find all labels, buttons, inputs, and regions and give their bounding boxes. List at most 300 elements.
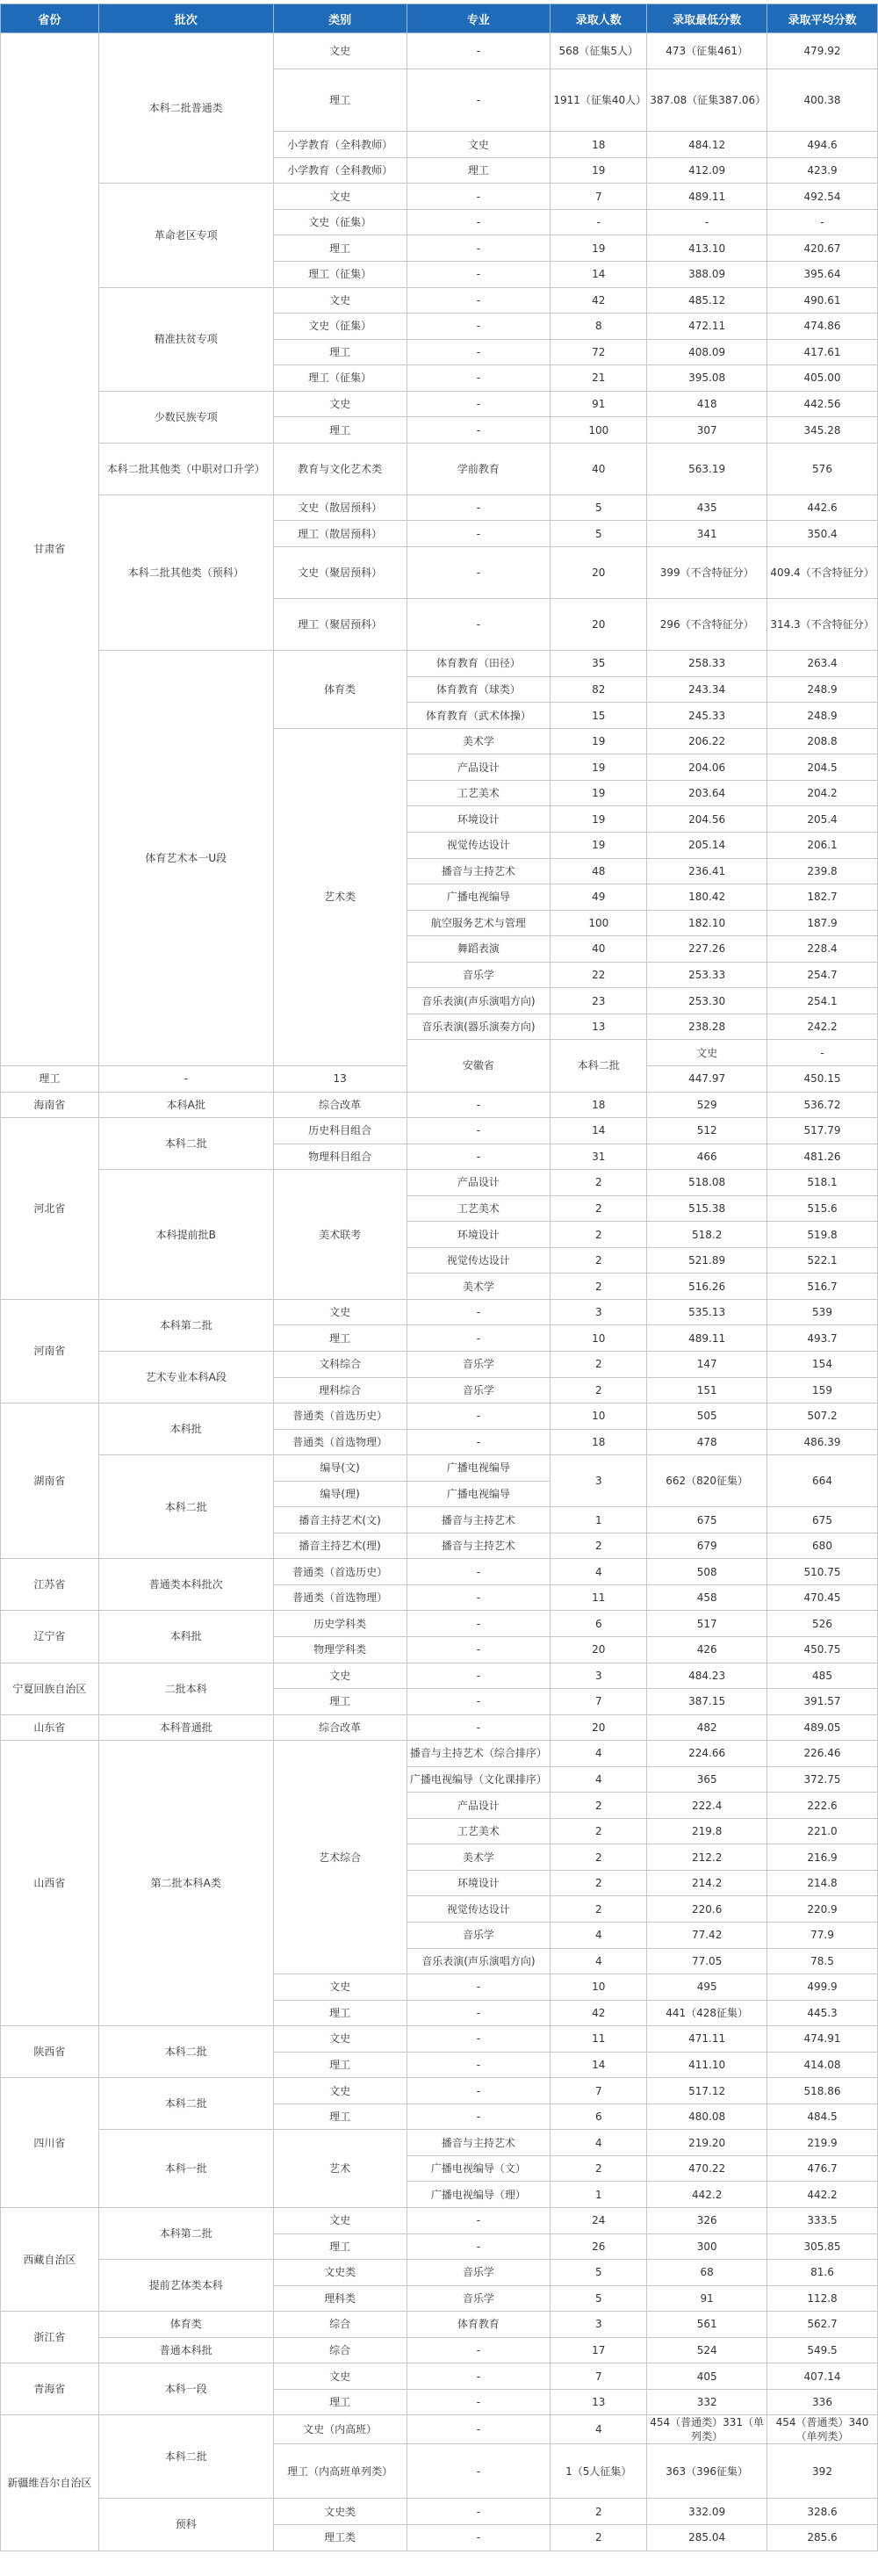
table-cell: 四川省	[1, 2078, 99, 2208]
table-cell: 美术学	[407, 728, 551, 754]
table-cell: 本科普通批	[98, 1714, 273, 1741]
table-cell: 本科批	[98, 1611, 273, 1663]
table-cell: 1	[551, 2182, 647, 2208]
table-cell: 4	[551, 1741, 647, 1767]
table-cell: 563.19	[647, 443, 767, 494]
table-cell: 72	[551, 339, 647, 365]
table-cell: 文史类	[273, 2260, 407, 2286]
table-row	[1, 1351, 878, 1377]
table-row	[1, 2026, 878, 2053]
table-cell: 文史	[273, 33, 407, 69]
table-cell: 理工	[273, 339, 407, 365]
table-cell: 4	[551, 2415, 647, 2444]
table-cell: 工艺美术	[407, 1195, 551, 1222]
table-cell: 471.11	[647, 2026, 767, 2053]
table-cell: 文史	[647, 1040, 767, 1066]
table-cell: 484.23	[647, 1663, 767, 1689]
table-cell: 文科综合	[273, 1351, 407, 1377]
table-cell: 568（征集5人）	[551, 33, 647, 69]
table-cell: 文史	[407, 132, 551, 158]
table-cell: -	[767, 209, 878, 235]
table-cell: -	[407, 1325, 551, 1352]
table-cell: -	[407, 2103, 551, 2130]
table-cell: 19	[551, 157, 647, 184]
table-cell: 242.2	[767, 1014, 878, 1040]
table-cell: 42	[551, 2000, 647, 2026]
table-cell: 214.2	[647, 1870, 767, 1896]
table-row	[1, 1118, 878, 1144]
table-cell: 442.2	[647, 2182, 767, 2208]
table-cell: 489.11	[647, 184, 767, 210]
table-cell: 音乐学	[407, 1377, 551, 1403]
column-header: 批次	[98, 4, 273, 33]
table-cell: 本科A批	[98, 1092, 273, 1118]
table-cell: 山西省	[1, 1741, 99, 2026]
table-cell: 3	[551, 1455, 647, 1507]
table-cell: -	[407, 1144, 551, 1170]
table-cell: 2	[551, 1351, 647, 1377]
table-cell: 508	[647, 1559, 767, 1585]
table-cell: 408.09	[647, 339, 767, 365]
table-cell: -	[407, 2000, 551, 2026]
table-header	[1, 4, 878, 33]
table-cell: 19	[551, 754, 647, 781]
table-cell: 普通类（首选历史）	[273, 1403, 407, 1430]
table-cell: 4	[551, 1948, 647, 1974]
table-cell: 494.6	[767, 132, 878, 158]
table-cell: 江苏省	[1, 1559, 99, 1611]
table-cell: -	[407, 314, 551, 340]
table-cell: 7	[551, 184, 647, 210]
table-cell: 518.86	[767, 2078, 878, 2104]
table-cell: 220.6	[647, 1896, 767, 1923]
table-cell: 220.9	[767, 1896, 878, 1923]
table-cell: 159	[767, 1377, 878, 1403]
table-row	[1, 1663, 878, 1689]
table-cell: 7	[551, 2078, 647, 2104]
table-cell: 154	[767, 1351, 878, 1377]
table-cell: 本科一批	[98, 2130, 273, 2208]
table-cell: 40	[551, 936, 647, 963]
table-cell: 519.8	[767, 1222, 878, 1248]
table-cell: 小学教育（全科教师）	[273, 132, 407, 158]
table-cell: 安徽省	[407, 1040, 551, 1092]
table-cell: 理科综合	[273, 1377, 407, 1403]
table-cell: 广播电视编导	[407, 884, 551, 911]
table-cell: 本科二批	[98, 1118, 273, 1170]
table-cell: 328.6	[767, 2499, 878, 2525]
table-cell: 体育教育	[407, 2312, 551, 2338]
table-cell: -	[407, 599, 551, 651]
table-cell: 484.12	[647, 132, 767, 158]
table-cell: 艺术类	[273, 728, 407, 1065]
table-cell: 680	[767, 1533, 878, 1559]
column-header: 类别	[273, 4, 407, 33]
table-cell: 美术联考	[273, 1170, 407, 1300]
table-cell: 产品设计	[407, 1793, 551, 1819]
table-cell: 广播电视编导（文）	[407, 2155, 551, 2182]
table-cell: 文史	[273, 184, 407, 210]
table-cell: 254.7	[767, 962, 878, 988]
table-cell: 新疆维吾尔自治区	[1, 2415, 99, 2551]
table-cell: 2	[551, 1195, 647, 1222]
table-cell: 精准扶贫专项	[98, 287, 273, 391]
table-cell: 文史	[273, 1974, 407, 2001]
table-cell: -	[407, 2363, 551, 2390]
table-cell: 2	[551, 1896, 647, 1923]
table-row	[1, 2078, 878, 2104]
table-cell: 333.5	[767, 2208, 878, 2234]
table-cell: -	[647, 209, 767, 235]
table-cell: 2	[551, 1844, 647, 1871]
table-row	[1, 1299, 878, 1325]
table-cell: 文史（征集）	[273, 314, 407, 340]
table-cell: 485	[767, 1663, 878, 1689]
table-cell: 435	[647, 494, 767, 521]
table-cell: 458	[647, 1584, 767, 1611]
table-cell: 广播电视编导（文化课排序）	[407, 1766, 551, 1793]
table-cell: 238.28	[647, 1014, 767, 1040]
table-cell: 22	[551, 962, 647, 988]
table-cell: 5	[551, 2260, 647, 2286]
table-cell: 248.9	[767, 703, 878, 729]
table-cell: 5	[551, 2285, 647, 2312]
table-cell: 综合改革	[273, 1092, 407, 1118]
table-cell: -	[407, 1092, 551, 1118]
table-cell: 332.09	[647, 2499, 767, 2525]
table-cell: 2	[551, 1170, 647, 1196]
table-cell: 31	[551, 1144, 647, 1170]
table-cell: 本科第二批	[98, 2208, 273, 2260]
table-cell: 204.5	[767, 754, 878, 781]
table-row	[1, 391, 878, 417]
table-cell: 美术学	[407, 1844, 551, 1871]
table-cell: -	[407, 33, 551, 69]
table-cell: 本科二批	[551, 1040, 647, 1092]
table-cell: 本科二批	[98, 2026, 273, 2078]
table-cell: 理工	[273, 2389, 407, 2415]
table-cell: 205.14	[647, 833, 767, 859]
table-cell: 187.9	[767, 910, 878, 936]
admission-score-table	[0, 4, 878, 2551]
table-cell: 广播电视编导（理）	[407, 2182, 551, 2208]
table-cell: -	[407, 1714, 551, 1741]
table-cell: 学前教育	[407, 443, 551, 494]
table-cell: 473（征集461）	[647, 33, 767, 69]
table-cell: 208.8	[767, 728, 878, 754]
table-cell: 228.4	[767, 936, 878, 963]
table-cell: 253.33	[647, 962, 767, 988]
table-cell: 400.38	[767, 69, 878, 132]
table-cell: 历史科目组合	[273, 1118, 407, 1144]
table-cell: 480.08	[647, 2103, 767, 2130]
header-row	[1, 4, 878, 33]
table-cell: 522.1	[767, 1247, 878, 1274]
table-cell: 8	[551, 314, 647, 340]
table-cell: 文史	[273, 287, 407, 314]
table-cell: 编导(文)	[273, 1455, 407, 1482]
table-cell: 20	[551, 599, 647, 651]
table-cell: 518.1	[767, 1170, 878, 1196]
table-cell: 文史（聚居预科）	[273, 547, 407, 599]
table-cell: 515.38	[647, 1195, 767, 1222]
table-cell: 517	[647, 1611, 767, 1637]
table-cell: 226.46	[767, 1741, 878, 1767]
table-cell: 405	[647, 2363, 767, 2390]
table-cell: -	[407, 1611, 551, 1637]
table-cell: 理工	[273, 417, 407, 444]
table-cell: 24	[551, 2208, 647, 2234]
table-cell: 2	[551, 1533, 647, 1559]
table-cell: 音乐学	[407, 962, 551, 988]
table-cell: 206.1	[767, 833, 878, 859]
table-cell: -	[767, 1040, 878, 1066]
table-cell: 363（396征集）	[647, 2444, 767, 2499]
table-row	[1, 287, 878, 314]
table-cell: 77.05	[647, 1948, 767, 1974]
table-cell: -	[407, 521, 551, 547]
table-cell: 本科一段	[98, 2363, 273, 2415]
table-cell: 518.2	[647, 1222, 767, 1248]
table-cell: 普通类（首选物理）	[273, 1429, 407, 1455]
table-row	[1, 1455, 878, 1482]
table-cell: 236.41	[647, 858, 767, 884]
table-cell: 体育教育（田径）	[407, 651, 551, 677]
table-cell: 音乐表演(声乐演唱方向)	[407, 1948, 551, 1974]
table-cell: 航空服务艺术与管理	[407, 910, 551, 936]
table-row	[1, 1714, 878, 1741]
table-cell: 409.4（不含特征分）	[767, 547, 878, 599]
table-cell: 产品设计	[407, 754, 551, 781]
table-cell: 350.4	[767, 521, 878, 547]
table-cell: 445.3	[767, 2000, 878, 2026]
table-cell: 文史	[273, 2363, 407, 2390]
table-cell: 二批本科	[98, 1663, 273, 1714]
table-cell: 679	[647, 1533, 767, 1559]
table-cell: 小学教育（全科教师）	[273, 157, 407, 184]
table-cell: -	[407, 1689, 551, 1715]
table-cell: -	[407, 2524, 551, 2551]
table-cell: 文史（征集）	[273, 209, 407, 235]
table-cell: 100	[551, 417, 647, 444]
table-cell: 222.6	[767, 1793, 878, 1819]
table-cell: -	[407, 184, 551, 210]
table-cell: 物理学科类	[273, 1636, 407, 1663]
table-cell: 391.57	[767, 1689, 878, 1715]
column-header: 省份	[1, 4, 99, 33]
table-cell: 485.12	[647, 287, 767, 314]
table-cell: -	[407, 494, 551, 521]
table-cell: 305.85	[767, 2233, 878, 2260]
table-cell: 212.2	[647, 1844, 767, 1871]
table-cell: -	[407, 1663, 551, 1689]
table-cell: 普通类（首选物理）	[273, 1584, 407, 1611]
table-cell: 48	[551, 858, 647, 884]
table-cell: -	[407, 1584, 551, 1611]
table-cell: -	[551, 209, 647, 235]
table-cell: 综合	[273, 2312, 407, 2338]
table-cell: 49	[551, 884, 647, 911]
table-cell: 3	[551, 2312, 647, 2338]
table-cell: 561	[647, 2312, 767, 2338]
table-row	[1, 2499, 878, 2525]
table-cell: 307	[647, 417, 767, 444]
table-cell: 6	[551, 1611, 647, 1637]
table-cell: 395.64	[767, 262, 878, 288]
table-cell: 418	[647, 391, 767, 417]
table-cell: 理工	[407, 157, 551, 184]
table-cell: 239.8	[767, 858, 878, 884]
table-cell: -	[407, 2208, 551, 2234]
table-cell: 151	[647, 1377, 767, 1403]
table-cell: 播音与主持艺术	[407, 858, 551, 884]
table-cell: 革命老区专项	[98, 184, 273, 287]
table-cell: 本科二批	[98, 2415, 273, 2499]
table-cell: -	[407, 1299, 551, 1325]
table-cell: 222.4	[647, 1793, 767, 1819]
table-cell: 314.3（不含特征分）	[767, 599, 878, 651]
table-row	[1, 1741, 878, 1767]
table-cell: 13	[551, 2389, 647, 2415]
table-cell: 理工（征集）	[273, 365, 407, 392]
table-body	[1, 33, 878, 2551]
table-cell: 理科类	[273, 2285, 407, 2312]
table-cell: 417.61	[767, 339, 878, 365]
table-row	[1, 1559, 878, 1585]
table-cell: 11	[551, 2026, 647, 2053]
table-cell: -	[407, 2337, 551, 2363]
table-cell: 399（不含特征分）	[647, 547, 767, 599]
table-cell: 40	[551, 443, 647, 494]
table-cell: 42	[551, 287, 647, 314]
table-cell: 405.00	[767, 365, 878, 392]
table-row	[1, 2130, 878, 2156]
table-cell: 214.8	[767, 1870, 878, 1896]
table-cell: 播音与主持艺术（综合排序）	[407, 1741, 551, 1767]
table-cell: 216.9	[767, 1844, 878, 1871]
table-cell: 414.08	[767, 2052, 878, 2078]
table-cell: 宁夏回族自治区	[1, 1663, 99, 1714]
table-cell: 本科二批普通类	[98, 33, 273, 184]
table-cell: 412.09	[647, 157, 767, 184]
table-cell: 495	[647, 1974, 767, 2001]
table-cell: 147	[647, 1351, 767, 1377]
table-cell: 204.56	[647, 806, 767, 833]
column-header: 录取平均分数	[767, 4, 878, 33]
table-cell: 理工	[273, 2233, 407, 2260]
table-cell: 2	[551, 1818, 647, 1844]
table-cell: 326	[647, 2208, 767, 2234]
table-cell: -	[407, 2444, 551, 2499]
table-cell: 474.86	[767, 314, 878, 340]
table-cell: 文史（内高班）	[273, 2415, 407, 2444]
table-cell: 518.08	[647, 1170, 767, 1196]
table-cell: 407.14	[767, 2363, 878, 2390]
table-cell: 442.2	[767, 2182, 878, 2208]
table-cell: -	[407, 1636, 551, 1663]
table-cell: -	[407, 1118, 551, 1144]
table-cell: 484.5	[767, 2103, 878, 2130]
table-cell: 理工（征集）	[273, 262, 407, 288]
table-cell: 332	[647, 2389, 767, 2415]
table-cell: 285.04	[647, 2524, 767, 2551]
table-cell: 423.9	[767, 157, 878, 184]
table-cell: 浙江省	[1, 2312, 99, 2363]
table-cell: 辽宁省	[1, 1611, 99, 1663]
table-cell: 广播电视编导	[407, 1481, 551, 1507]
table-cell: 视觉传达设计	[407, 833, 551, 859]
table-cell: 576	[767, 443, 878, 494]
table-cell: 20	[551, 1636, 647, 1663]
column-header: 录取最低分数	[647, 4, 767, 33]
table-row	[1, 443, 878, 494]
table-cell: 300	[647, 2233, 767, 2260]
table-cell: 112.8	[767, 2285, 878, 2312]
table-cell: 536.72	[767, 1092, 878, 1118]
table-cell: 296（不含特征分）	[647, 599, 767, 651]
table-cell: 甘肃省	[1, 33, 99, 1066]
table-cell: 486.39	[767, 1429, 878, 1455]
table-cell: 理工	[273, 2103, 407, 2130]
table-cell: 204.2	[767, 780, 878, 806]
table-cell: 体育类	[273, 651, 407, 729]
table-cell: 海南省	[1, 1092, 99, 1118]
table-cell: 艺术综合	[273, 1741, 407, 1974]
table-cell: 文史	[273, 2026, 407, 2053]
table-cell: 历史学科类	[273, 1611, 407, 1637]
table-cell: 14	[551, 1118, 647, 1144]
table-cell: 219.9	[767, 2130, 878, 2156]
table-cell: 2	[551, 1793, 647, 1819]
table-cell: 253.30	[647, 988, 767, 1014]
table-cell: 13	[551, 1014, 647, 1040]
table-cell: 221.0	[767, 1818, 878, 1844]
table-cell: 413.10	[647, 235, 767, 262]
table-cell: 472.11	[647, 314, 767, 340]
table-cell: 535.13	[647, 1299, 767, 1325]
table-cell: -	[407, 391, 551, 417]
table-cell: 文史	[273, 1663, 407, 1689]
table-cell: 182.10	[647, 910, 767, 936]
table-row	[1, 33, 878, 69]
table-cell: 243.34	[647, 676, 767, 703]
table-cell: 河南省	[1, 1299, 99, 1403]
table-cell: 23	[551, 988, 647, 1014]
table-cell: 体育教育（武术体操）	[407, 703, 551, 729]
table-cell: 播音与主持艺术	[407, 2130, 551, 2156]
table-cell: 526	[767, 1611, 878, 1637]
table-cell: 245.33	[647, 703, 767, 729]
table-cell: 3	[551, 1663, 647, 1689]
table-cell: -	[407, 209, 551, 235]
table-cell: 文史	[273, 391, 407, 417]
table-cell: 336	[767, 2389, 878, 2415]
table-cell: 教育与文化艺术类	[273, 443, 407, 494]
table-cell: 478	[647, 1429, 767, 1455]
table-cell: 本科二批其他类（预科）	[98, 494, 273, 650]
table-cell: 理工（散居预科）	[273, 521, 407, 547]
table-cell: 音乐表演(声乐演唱方向)	[407, 988, 551, 1014]
table-cell: 理工	[273, 1689, 407, 1715]
table-cell: 18	[551, 1429, 647, 1455]
table-row	[1, 2337, 878, 2363]
table-cell: 182.7	[767, 884, 878, 911]
table-cell: 文史（散居预科）	[273, 494, 407, 521]
table-row	[1, 651, 878, 677]
table-cell: 11	[551, 1584, 647, 1611]
table-cell: 454（普通类）340（单列类）	[767, 2415, 878, 2444]
table-cell: 西藏自治区	[1, 2208, 99, 2312]
